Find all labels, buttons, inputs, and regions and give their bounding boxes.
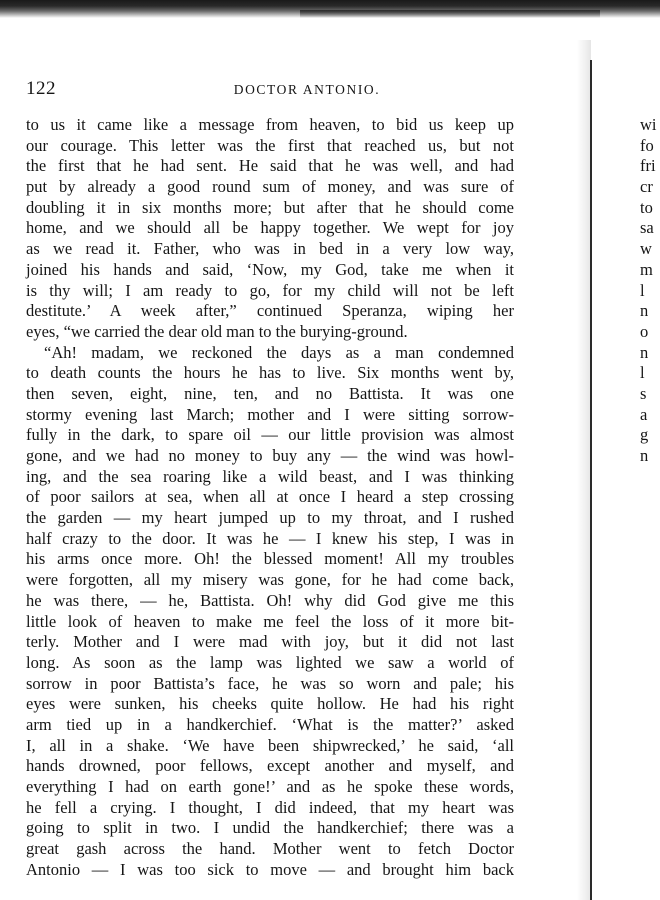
facing-page-line-fragment: sa — [640, 218, 654, 238]
book-gutter-line — [590, 60, 592, 900]
text-line: to us it came like a message from heaven, to bid us keep up — [26, 115, 514, 134]
text-line: he was there, — he, Battista. Oh! why did God give me this — [26, 590, 514, 610]
text-line: great gash across the hand. Mother went to fetch Doctor — [26, 839, 514, 859]
text-line: little look of heaven to make me feel the loss of it more bit- — [26, 611, 514, 631]
text-line: doubling it in six months more; but after that he should come — [26, 197, 514, 217]
text-line: his arms once more. Oh! the blessed moment! All my troubles — [26, 549, 514, 569]
running-title: DOCTOR ANTONIO. — [233, 82, 381, 97]
text-line: eyes were sunken, his cheeks quite hollow. He had his right — [26, 694, 514, 714]
text-line: I, all in a shake. ‘We have been shipwrecked,’ he said, ‘all — [26, 735, 514, 755]
text-line: the garden — my heart jumped up to my throat, and I rushed — [26, 508, 514, 528]
facing-page-line-fragment: o — [640, 321, 649, 341]
body-text — [26, 115, 514, 880]
text-line: “Ah! madam, we reckoned the days as a man condemned — [44, 342, 514, 362]
facing-page-line-fragment: l — [640, 280, 645, 300]
text-line: everything I had on earth gone!’ and as he spoke these words, — [26, 777, 514, 796]
text-line: as we read it. Father, who was in bed in a very low way, — [26, 239, 514, 259]
text-line: eyes, “we carried the dear old man to the burying-ground. — [26, 321, 408, 341]
facing-page-fragment — [640, 115, 660, 467]
text-line: home, and we should all be happy together. We wept for joy — [26, 218, 514, 238]
text-line: Antonio — I was too sick to move — and brought him back — [26, 859, 514, 879]
page-top-edge-dip — [300, 10, 600, 18]
text-line: fully in the dark, to spare oil — our little provision was almost — [26, 425, 514, 445]
text-line: half crazy to the door. It was he — I knew his step, I was in — [26, 528, 514, 548]
text-line: arm tied up in a handkerchief. ‘What is the matter?’ asked — [26, 714, 514, 734]
text-line: is thy will; I am ready to go, for my child will not be left — [26, 280, 514, 300]
facing-page-line-fragment: wi — [640, 115, 657, 134]
facing-page-line-fragment: n — [640, 342, 649, 362]
text-line: hands drowned, poor fellows, except another and myself, and — [26, 756, 514, 776]
text-line: put by already a good round sum of money, and was sure of — [26, 177, 514, 197]
text-line: the first that he had sent. He said that he was well, and had — [26, 156, 514, 176]
facing-page-line-fragment: m — [640, 259, 653, 279]
facing-page-line-fragment: n — [640, 446, 649, 465]
facing-page-line-fragment: l — [640, 363, 645, 383]
text-line: long. As soon as the lamp was lighted we saw a world of — [26, 652, 514, 672]
facing-page-line-fragment: cr — [640, 177, 653, 197]
page-header — [26, 78, 548, 100]
text-line: of poor sailors at sea, when all at once I heard a step crossing — [26, 487, 514, 507]
facing-page-line-fragment: w — [640, 239, 652, 259]
page-number: 122 — [26, 78, 56, 99]
facing-page-line-fragment: n — [640, 301, 649, 321]
text-line: to death counts the hours he has to live. Six months went by, — [26, 363, 514, 383]
text-line: then seven, eight, nine, ten, and no Battista. It was one — [26, 383, 514, 403]
text-line: stormy evening last March; mother and I were sitting sorrow- — [26, 404, 514, 424]
book-gutter-shadow — [577, 40, 591, 900]
facing-page-line-fragment: fri — [640, 156, 656, 176]
facing-page-line-fragment: s — [640, 383, 647, 403]
text-line: were forgotten, all my misery was gone, for he had come back, — [26, 570, 514, 590]
text-line: going to split in two. I undid the handkerchief; there was a — [26, 818, 514, 838]
text-line: ing, and the sea roaring like a wild beast, and I was thinking — [26, 466, 514, 486]
text-line: destitute.’ A week after,” continued Speranza, wiping her — [26, 301, 514, 321]
facing-page-line-fragment: fo — [640, 135, 654, 155]
text-line: our courage. This letter was the first that reached us, but not — [26, 135, 514, 155]
facing-page-line-fragment: g — [640, 425, 649, 445]
text-line: gone, and we had no money to buy any — the wind was howl- — [26, 446, 514, 465]
facing-page-line-fragment: to — [640, 197, 653, 217]
text-line: terly. Mother and I were mad with joy, but it did not last — [26, 632, 514, 652]
text-line: joined his hands and said, ‘Now, my God, take me when it — [26, 259, 514, 279]
text-line: sorrow in poor Battista’s face, he was so worn and pale; his — [26, 673, 514, 693]
text-line: he fell a crying. I thought, I did indeed, that my heart was — [26, 797, 514, 817]
facing-page-line-fragment: a — [640, 404, 648, 424]
